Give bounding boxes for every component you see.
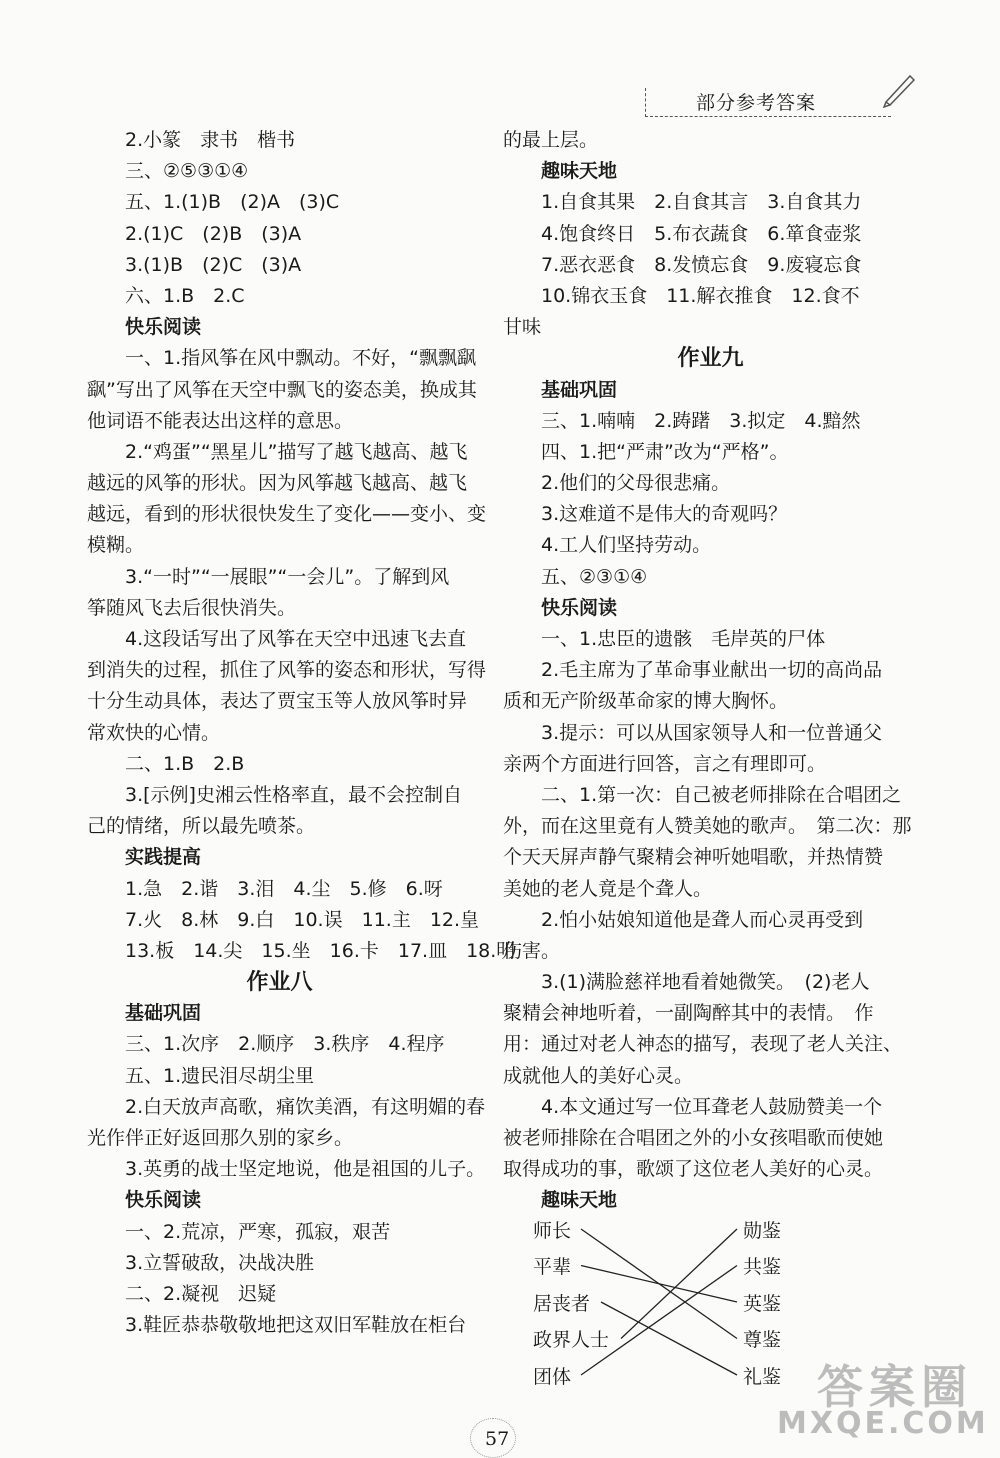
answer-line: 十分生动具体，表达了贾宝玉等人放风筝时异 — [87, 690, 468, 713]
answer-line: 三、1.喃喃 2.踌躇 3.拟定 4.黯然 — [541, 409, 861, 432]
answer-line: 3.鞋匠恭恭敬敬地把这双旧军鞋放在柜台 — [125, 1314, 467, 1337]
answer-line: 一、2.荒凉，严寒，孤寂，艰苦 — [125, 1220, 391, 1243]
watermark-logo — [767, 1351, 992, 1449]
answer-line: 4.这段话写出了风筝在天空中迅速飞去直 — [125, 628, 467, 650]
answer-line: 1.自食其果 2.自食其言 3.自食其力 — [541, 191, 862, 214]
subsection-heading: 趣味天地 — [541, 1189, 618, 1212]
answer-line: 模糊。 — [87, 534, 145, 557]
answer-line: 2.毛主席为了革命事业献出一切的高尚品 — [541, 659, 883, 682]
answer-line: 取得成功的事，歌颂了这位老人美好的心灵。 — [503, 1158, 884, 1181]
answer-line: 四、1.把“严肃”改为“严格”。 — [541, 440, 789, 463]
answer-line: 3.[示例]史湘云性格率直，最不会控制自 — [125, 783, 462, 806]
answer-line: 伤害。 — [503, 939, 561, 962]
answer-line: 7.恶衣恶食 8.发愤忘食 9.废寝忘食 — [541, 253, 862, 276]
answer-line: 4.工人们坚持劳动。 — [541, 534, 712, 557]
answer-line: 3.英勇的战士坚定地说，他是祖国的儿子。 — [125, 1158, 486, 1181]
answer-line: 他词语不能表达出这样的意思。 — [87, 409, 354, 432]
answer-line: 三、②⑤③①④ — [125, 160, 249, 183]
subsection-heading: 基础巩固 — [125, 1002, 202, 1025]
answer-line: 三、1.次序 2.顺序 3.秩序 4.程序 — [125, 1033, 445, 1056]
answer-line: 常欢快的心情。 — [87, 721, 221, 744]
answer-line: 美她的老人竟是个聋人。 — [503, 877, 713, 900]
match-left-item: 居丧者 — [533, 1292, 591, 1315]
subsection-heading: 基础巩固 — [541, 378, 618, 401]
answer-line: 2.白天放声高歌，痛饮美酒，有这明媚的春 — [125, 1095, 486, 1118]
answer-line: 10.锦衣玉食 11.解衣推食 12.食不 — [541, 284, 860, 307]
answer-line: 2.“鸡蛋”“黑星儿”描写了越飞越高、越飞 — [125, 440, 468, 463]
answer-line: 1.急 2.谐 3.泪 4.尘 5.修 6.呀 — [125, 877, 443, 900]
match-right-item: 英鉴 — [743, 1292, 782, 1315]
subsection-heading: 快乐阅读 — [125, 1189, 202, 1212]
answer-line: 筝随风飞去后很快消失。 — [87, 596, 297, 619]
answer-line: 亲两个方面进行回答，言之有理即可。 — [503, 752, 827, 775]
answer-line: 3.立誓破敌，决战决胜 — [125, 1251, 315, 1274]
watermark-bottom: MXQE.COM — [777, 1406, 989, 1441]
answer-line: 越远，看到的形状很快发生了变化——变小、变 — [87, 503, 487, 526]
answer-line: 聚精会神地听着，一副陶醉其中的表情。 作 — [503, 1002, 874, 1025]
subsection-heading: 快乐阅读 — [541, 596, 618, 619]
answer-line: 被老师排除在合唱团之外的小女孩唱歌而使她 — [503, 1127, 884, 1149]
match-right-item: 勋鉴 — [743, 1219, 782, 1242]
answer-line: 己的情绪，所以最先喷茶。 — [87, 815, 316, 838]
right-column — [503, 125, 918, 1407]
match-right-item: 尊鉴 — [743, 1329, 782, 1352]
answer-line: 4.饱食终日 5.布衣蔬食 6.箪食壶浆 — [541, 222, 862, 245]
answer-line: 3.这难道不是伟大的奇观吗？ — [541, 503, 788, 526]
answer-line: 六、1.B 2.C — [125, 284, 245, 307]
answer-line: 2.(1)C (2)B (3)A — [125, 222, 302, 245]
answer-line: 3.(1)B (2)C (3)A — [125, 253, 302, 276]
watermark-top: 答案圈 — [817, 1360, 973, 1414]
answer-line: 2.小篆 隶书 楷书 — [125, 129, 296, 151]
answer-line: 3.“一时”“一展眼”“一会儿”。了解到风 — [125, 565, 450, 588]
answer-line: 7.火 8.林 9.白 10.误 11.主 12.皇 — [125, 908, 480, 931]
header-tab — [645, 88, 891, 117]
match-left-item: 政界人士 — [533, 1329, 610, 1352]
subsection-heading: 实践提高 — [125, 846, 202, 869]
answer-line: 用：通过对老人神态的描写，表现了老人关注、 — [503, 1033, 903, 1056]
answer-line: 越远的风筝的形状。因为风筝越飞越高、越飞 — [87, 472, 468, 495]
header-title: 部分参考答案 — [696, 92, 817, 114]
section-title: 作业九 — [677, 346, 744, 372]
answer-line: 4.本文通过写一位耳聋老人鼓励赞美一个 — [541, 1095, 883, 1118]
answer-line: 一、1.忠臣的遗骸 毛岸英的尸体 — [541, 628, 826, 650]
answer-line: 个天天屏声静气聚精会神听她唱歌，并热情赞 — [503, 846, 884, 869]
answer-line: 二、1.B 2.B — [125, 752, 245, 775]
page-number: 57 — [485, 1428, 510, 1450]
answer-line: 五、1.遗民泪尽胡尘里 — [125, 1064, 315, 1087]
left-column — [87, 125, 516, 1341]
match-line — [621, 1229, 737, 1339]
match-line — [581, 1265, 737, 1375]
answer-line: 一、1.指风筝在风中飘动。不好，“飘飘飖 — [125, 347, 476, 370]
match-left-item: 团体 — [533, 1365, 572, 1388]
answer-line: 的最上层。 — [503, 129, 599, 151]
answer-line: 质和无产阶级革命家的博大胸怀。 — [503, 690, 789, 713]
answer-line: 外，而在这里竟有人赞美她的歌声。 第二次：那 — [503, 815, 912, 838]
answer-line: 甘味 — [503, 316, 542, 339]
answer-line: 五、②③①④ — [541, 565, 648, 588]
match-left-item: 平辈 — [533, 1256, 572, 1279]
section-title: 作业八 — [246, 970, 313, 996]
answer-line: 3.(1)满脸慈祥地看着她微笑。 (2)老人 — [541, 971, 870, 994]
subsection-heading: 趣味天地 — [541, 160, 618, 183]
answer-line: 飖”写出了风筝在天空中飘飞的姿态美，换成其 — [87, 378, 477, 401]
answer-line: 成就他人的美好心灵。 — [503, 1064, 694, 1087]
answer-line: 到消失的过程，抓住了风筝的姿态和形状，写得 — [87, 659, 487, 682]
answer-line: 光作伴正好返回那久别的家乡。 — [87, 1127, 354, 1149]
answer-line: 五、1.(1)B (2)A (3)C — [125, 191, 340, 214]
pen-icon — [880, 68, 920, 108]
answer-line: 13.板 14.尖 15.坐 16.卡 17.皿 18.明 — [125, 939, 516, 962]
answer-line: 二、2.凝视 迟疑 — [125, 1282, 277, 1305]
match-left-item: 师长 — [533, 1219, 572, 1242]
answer-line: 2.怕小姑娘知道他是聋人而心灵再受到 — [541, 908, 864, 931]
subsection-heading: 快乐阅读 — [125, 316, 202, 339]
answer-line: 二、1.第一次：自己被老师排除在合唱团之 — [541, 783, 902, 806]
match-right-item: 共鉴 — [743, 1256, 782, 1279]
match-right-item: 礼鉴 — [743, 1365, 782, 1388]
answer-line: 2.他们的父母很悲痛。 — [541, 472, 731, 495]
answer-line: 3.提示：可以从国家领导人和一位普通父 — [541, 721, 883, 744]
match-line — [581, 1265, 737, 1302]
